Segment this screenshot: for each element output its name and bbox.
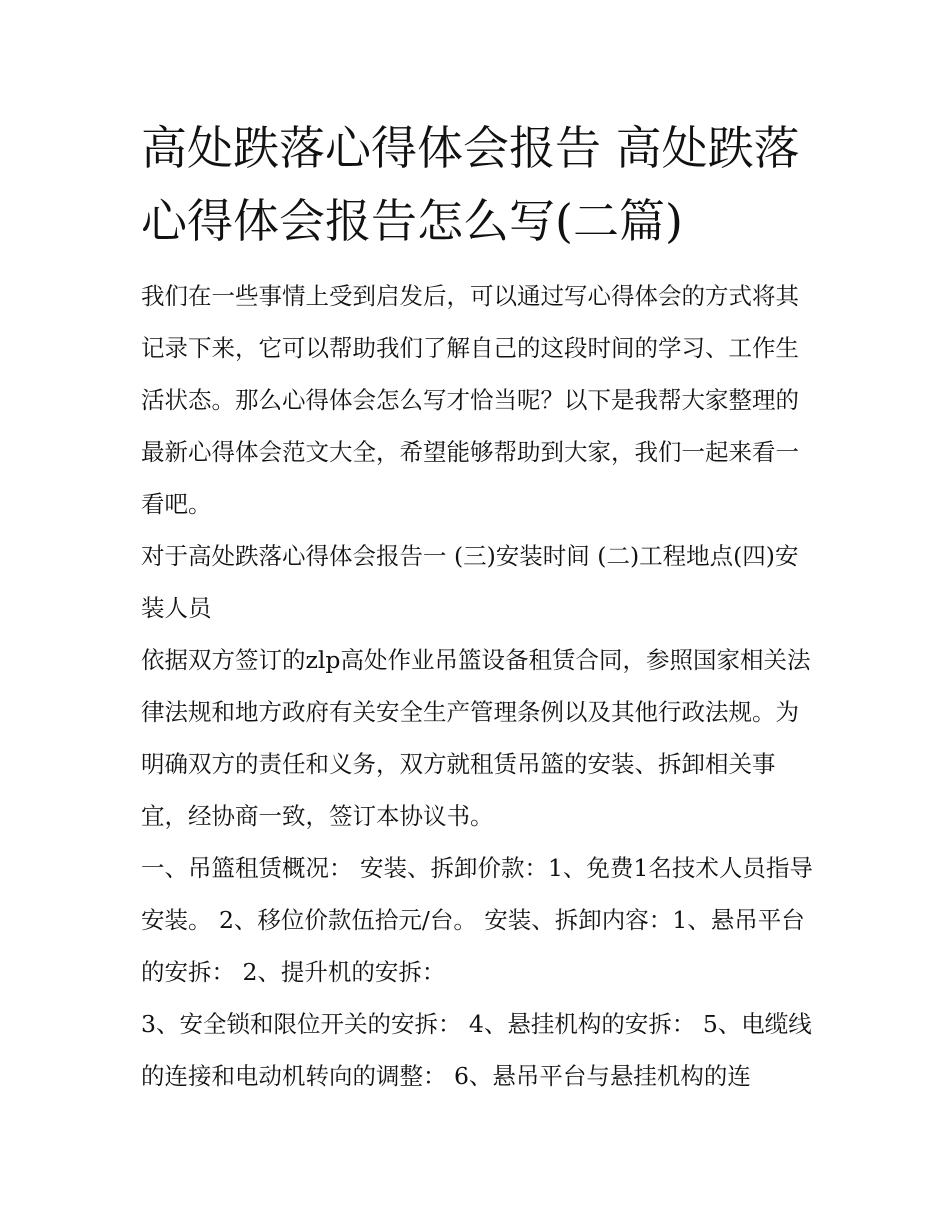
section-heading-paragraph: 对于高处跌落心得体会报告一 (三)安装时间 (二)工程地点(四)安装人员: [141, 542, 799, 622]
agreement-paragraph: 依据双方签订的zlp高处作业吊篮设备租赁合同，参照国家相关法律法规和地方政府有关安全生产管理条例以及其他行政法规。为明确双方的责任和义务，双方就租赁吊篮的安装、拆卸相关事宜，经协商一致，签订本协议书。: [141, 646, 811, 830]
document-body: [141, 112, 816, 1102]
overview-paragraph: 一、吊篮租赁概况： 安装、拆卸价款：1、免费1名技术人员指导安装。 2、移位价款伍拾元/台。 安装、拆卸内容：1、悬吊平台的安拆： 2、提升机的安拆：: [141, 854, 813, 986]
intro-paragraph: 我们在一些事情上受到启发后，可以通过写心得体会的方式将其记录下来，它可以帮助我们了解自己的这段时间的学习、工作生活状态。那么心得体会怎么写才恰当呢？以下是我帮大家整理的最新心得体会范文大全，希望能够帮助到大家，我们一起来看一看吧。: [141, 282, 799, 518]
document-title: 高处跌落心得体会报告 高处跌落心得体会报告怎么写(二篇): [141, 121, 800, 248]
installation-items-paragraph: 3、安全锁和限位开关的安拆： 4、悬挂机构的安拆： 5、电缆线的连接和电动机转向的调整： 6、悬吊平台与悬挂机构的连: [141, 1010, 812, 1090]
